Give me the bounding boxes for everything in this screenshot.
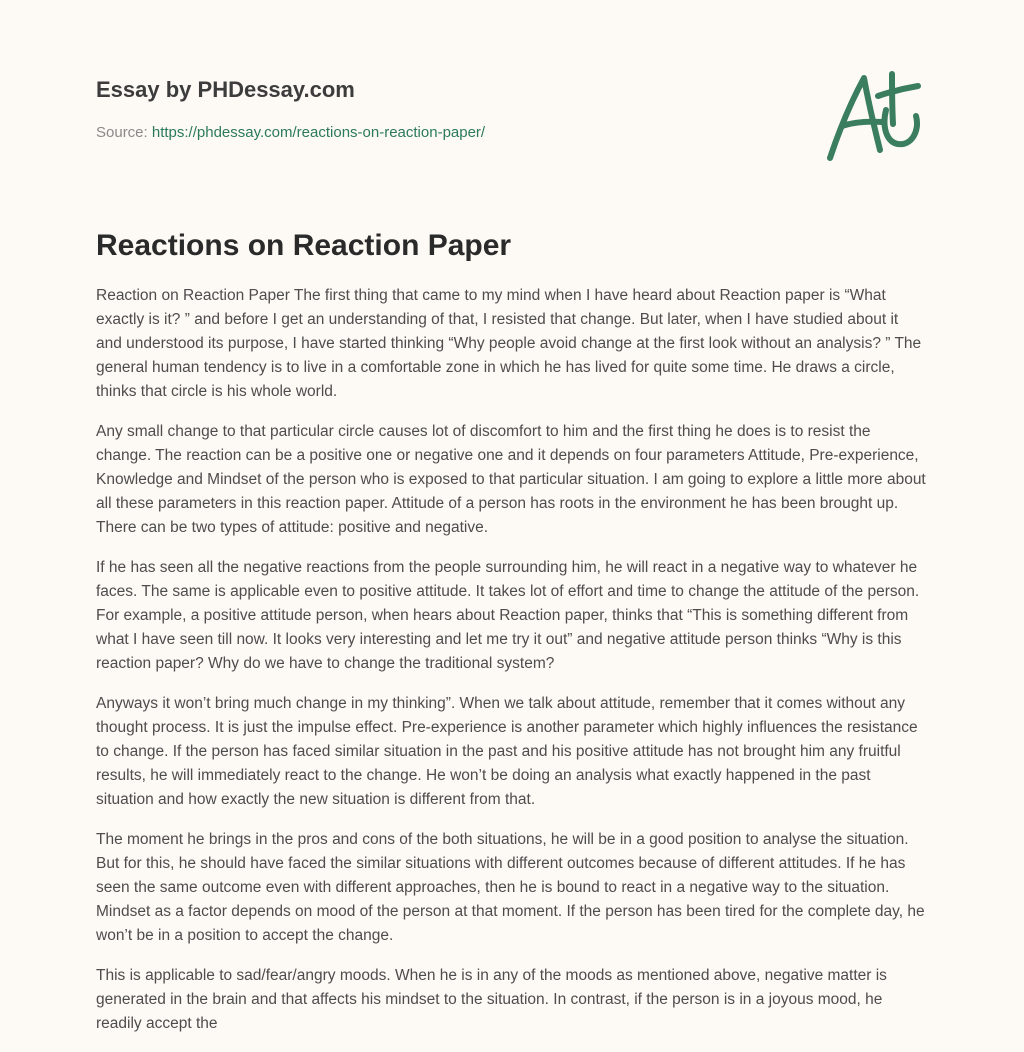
page-title: Reactions on Reaction Paper [96,229,512,262]
article-body [96,284,928,1052]
paragraph: Any small change to that particular circle causes lot of discomfort to him and the first thing he does is to resist the change. The reaction can be a positive one or negative one and it depends on four parameters Attitude, Pre-experience, Knowledge and Mindset of the person who is exposed to that particular situation. I am going to explore a little more about all these parameters in this reaction paper. Attitude of a person has roots in the environment he has been brought up. There can be two types of attitude: positive and negative. [96,423,926,536]
paragraph: This is applicable to sad/fear/angry moods. When he is in any of the moods as mentioned above, negative matter is generated in the brain and that affects his mindset to the situation. In contrast, if the person is in a joyous mood, he readily accept the [96,967,887,1032]
page-header [96,76,928,141]
a-plus-logo-icon [820,66,930,166]
source-link[interactable]: https://phdessay.com/reactions-on-reaction-paper/ [151,124,486,141]
paragraph: The moment he brings in the pros and cons of the both situations, he will be in a good position to analyse the situation. But for this, he should have faced the similar situations with different outcomes because of different attitudes. If he has seen the same outcome even with different approaches, then he is bound to react in a negative way to the situation. Mindset as a factor depends on mood of the person at that moment. If the person has been tired for the complete day, he won’t be in a position to accept the change. [96,831,925,944]
source-line [96,124,485,141]
paragraph: If he has seen all the negative reactions from the people surrounding him, he will react in a negative way to whatever he faces. The same is applicable even to positive attitude. It takes lot of effort and time to change the attitude of the person. For example, a positive attitude person, when hears about Reaction paper, thinks that “This is something different from what I have seen till now. It looks very interesting and let me try it out” and negative attitude person thinks “Why is this reaction paper? Why do we have to change the traditional system? [96,559,920,672]
brand-title: Essay by PHDessay.com [96,77,355,102]
paragraph: Anyways it won’t bring much change in my thinking”. When we talk about attitude, remember that it comes without any thought process. It is just the impulse effect. Pre-experience is another parameter which highly influences the resistance to change. If the person has faced similar situation in the past and his positive attitude has not brought him any fruitful results, he will immediately react to the change. He won’t be doing an analysis what exactly happened in the past situation and how exactly the new situation is different from that. [96,695,918,808]
source-label: Source: [96,124,152,141]
paragraph: Reaction on Reaction Paper The first thing that came to my mind when I have heard about Reaction paper is “What exactly is it? ” and before I get an understanding of that, I resisted that change. But later, when I have studied about it and understood its purpose, I have started thinking “Why people avoid change at the first look without an analysis? ” The general human tendency is to live in a comfortable zone in which he has lived for quite some time. He draws a circle, thinks that circle is his whole world. [96,287,922,400]
